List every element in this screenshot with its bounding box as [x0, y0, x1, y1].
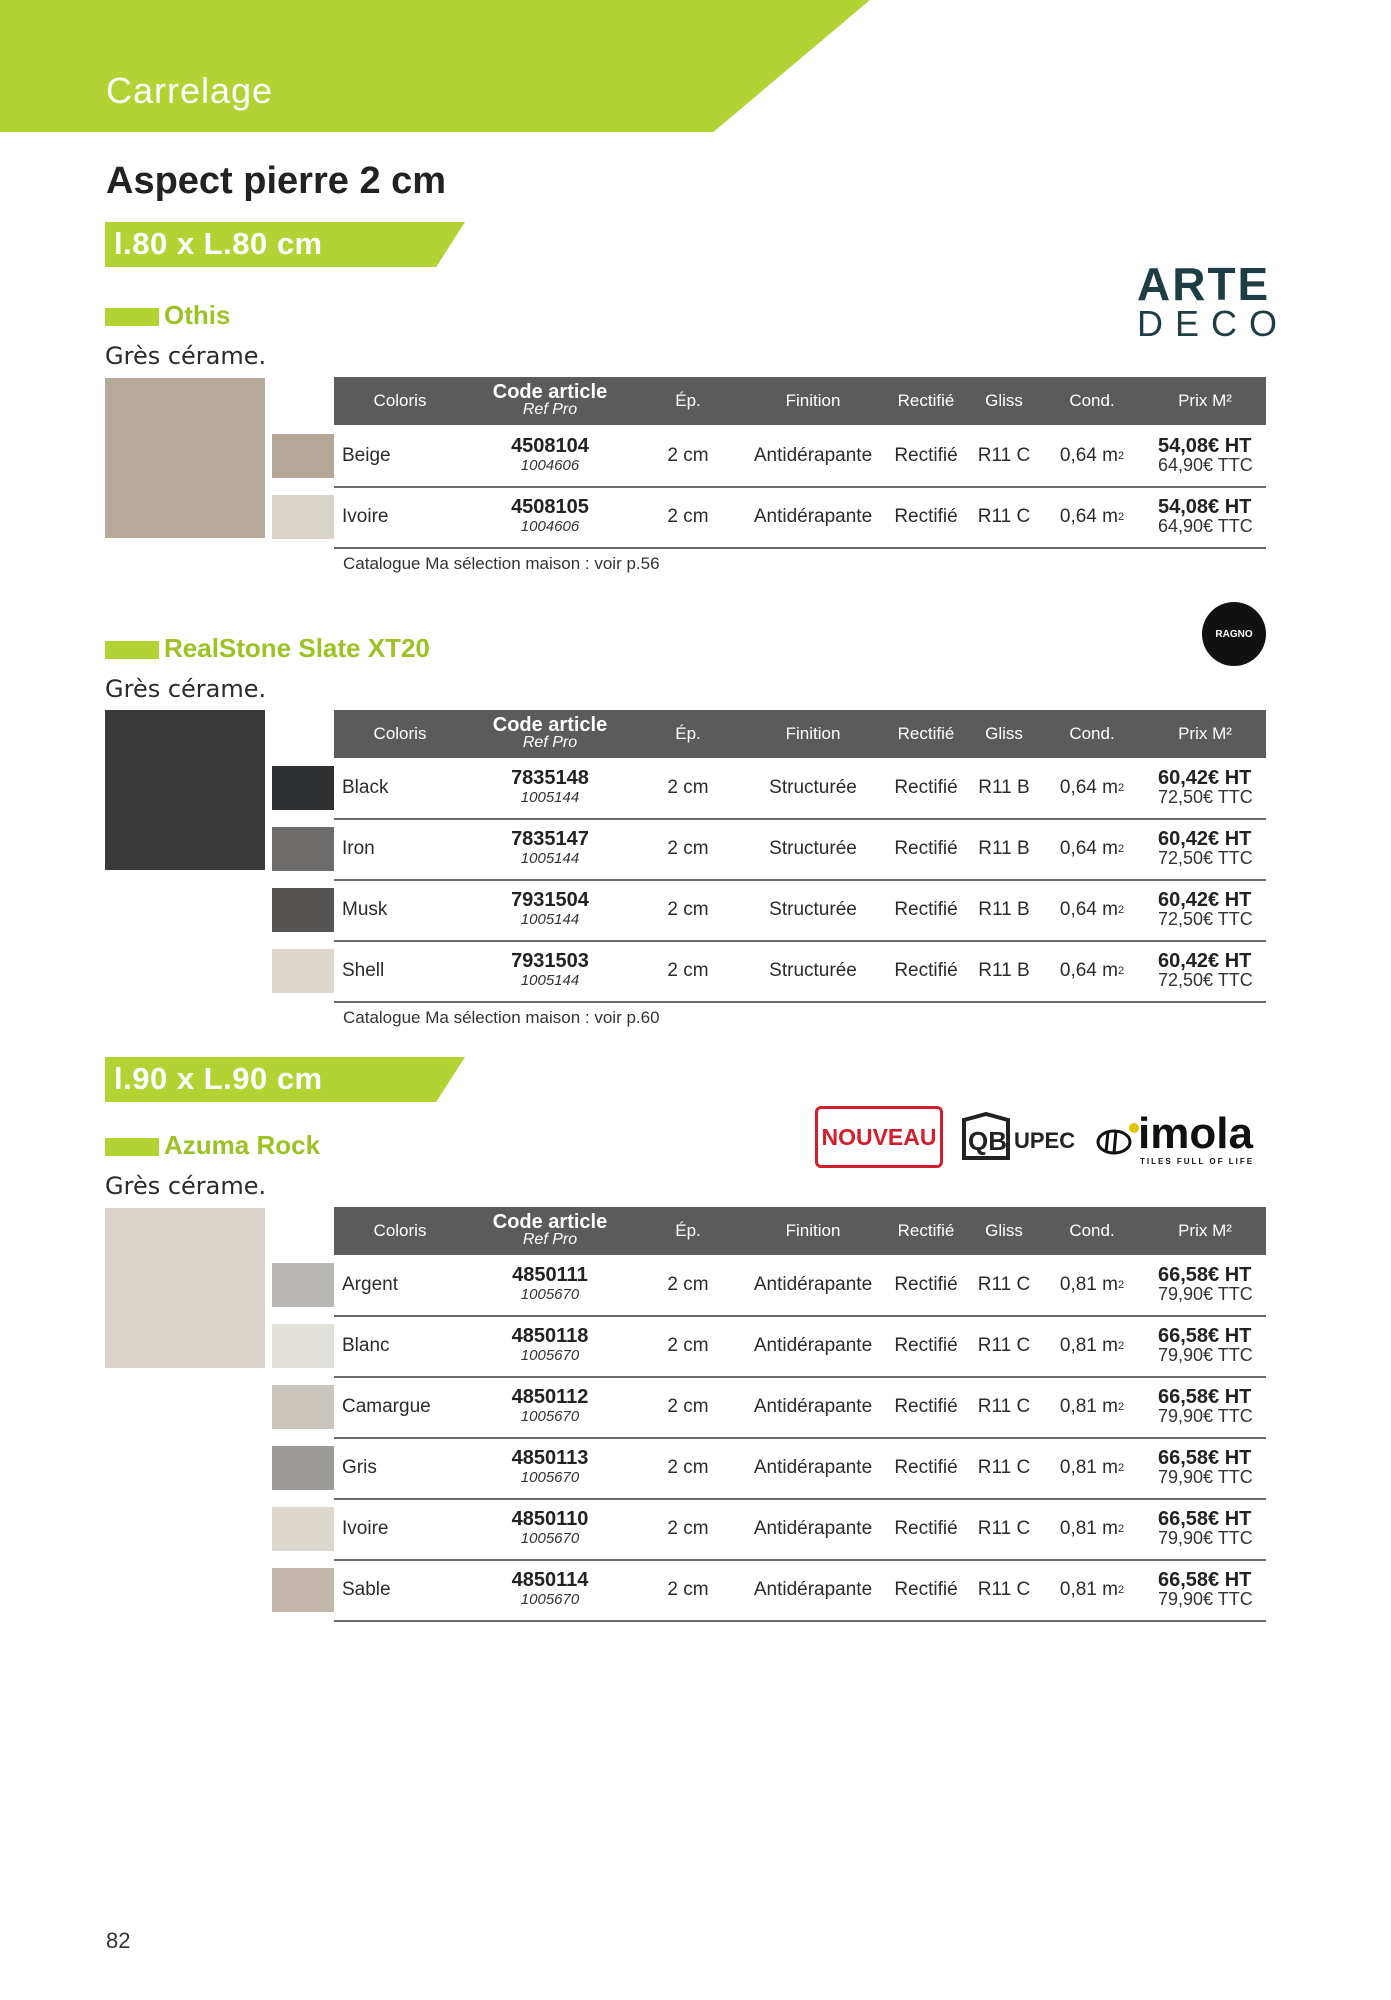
- price-cell: [1158, 880, 1266, 940]
- price-ttc: 79,90€ TTC: [1158, 1406, 1253, 1426]
- price-ttc: 64,90€ TTC: [1158, 455, 1253, 475]
- column-header-prix: Prix M²: [1178, 1221, 1232, 1240]
- code-article: 4850110: [511, 1508, 589, 1530]
- column-header-gliss: Gliss: [985, 391, 1023, 410]
- coloris-cell: Argent: [342, 1274, 398, 1295]
- imola-logo: [1090, 1108, 1275, 1168]
- code-article-cell: [466, 1255, 634, 1315]
- table-row: [334, 1499, 1266, 1561]
- ref-pro: 1005670: [520, 1408, 580, 1425]
- rectifie-cell: Rectifié: [894, 1579, 958, 1600]
- column-header-code-main: Code article: [492, 1211, 608, 1233]
- gliss-cell: R11 C: [977, 1518, 1031, 1539]
- rectifie-cell: Rectifié: [894, 1457, 958, 1478]
- ref-pro: 1004606: [520, 457, 580, 474]
- column-header-finition: Finition: [785, 724, 841, 743]
- cond-cell: [1040, 487, 1144, 547]
- cond-cell: [1040, 941, 1144, 1001]
- ref-pro: 1004606: [520, 518, 580, 535]
- gliss-cell: R11 B: [978, 838, 1030, 859]
- column-header-code: [466, 710, 634, 758]
- product-tile-image: [105, 378, 265, 538]
- table-row: [334, 941, 1266, 1003]
- qb-shield-icon: [958, 1112, 1076, 1164]
- cond-value: 0,64 m: [1059, 777, 1118, 798]
- product-marker: [105, 1138, 159, 1156]
- product-marker: [105, 308, 159, 326]
- price-ttc: 79,90€ TTC: [1158, 1284, 1253, 1304]
- finition-cell: Antidérapante: [753, 506, 873, 527]
- square-superscript: 2: [1117, 965, 1125, 977]
- ref-pro: 1005670: [520, 1347, 580, 1364]
- square-superscript: 2: [1117, 1584, 1125, 1596]
- column-header-cond: Cond.: [1069, 391, 1115, 410]
- ep-cell: 2 cm: [667, 1335, 709, 1356]
- arte-logo-line2: DECO: [1137, 303, 1290, 344]
- ref-pro: 1005144: [520, 789, 580, 806]
- price-ht: 66,58€ HT: [1158, 1264, 1252, 1286]
- price-ht: 60,42€ HT: [1158, 767, 1252, 789]
- finition-cell: Structurée: [769, 777, 857, 798]
- column-header-ep: Ép.: [675, 724, 701, 743]
- size-label-80: l.80 x L.80 cm: [114, 226, 323, 261]
- code-article: 7835148: [511, 767, 589, 789]
- price-cell: [1158, 1560, 1266, 1620]
- rectifie-cell: Rectifié: [894, 838, 958, 859]
- rectifie-cell: Rectifié: [894, 899, 958, 920]
- finition-cell: Antidérapante: [753, 1579, 873, 1600]
- finition-cell: Structurée: [769, 899, 857, 920]
- price-ttc: 79,90€ TTC: [1158, 1528, 1253, 1548]
- gliss-cell: R11 C: [977, 1579, 1031, 1600]
- cond-cell: [1040, 819, 1144, 879]
- price-cell: [1158, 1255, 1266, 1315]
- code-article-cell: [466, 1316, 634, 1376]
- square-superscript: 2: [1117, 1462, 1125, 1474]
- coloris-cell: Beige: [342, 445, 391, 466]
- price-cell: [1158, 1316, 1266, 1376]
- color-swatch: [272, 827, 334, 871]
- code-article-cell: [466, 1377, 634, 1437]
- cond-cell: [1040, 1255, 1144, 1315]
- finition-cell: Antidérapante: [753, 1274, 873, 1295]
- code-article-cell: [466, 426, 634, 486]
- rectifie-cell: Rectifié: [894, 445, 958, 466]
- column-header-rectifie: Rectifié: [897, 391, 955, 410]
- product-name: RealStone Slate XT20: [164, 633, 430, 663]
- square-superscript: 2: [1117, 1279, 1125, 1291]
- coloris-cell: Blanc: [342, 1335, 390, 1356]
- cond-cell: [1040, 1377, 1144, 1437]
- code-article-cell: [466, 758, 634, 818]
- column-header-code-main: Code article: [492, 714, 608, 736]
- gliss-cell: R11 B: [978, 899, 1030, 920]
- gliss-cell: R11 C: [977, 1457, 1031, 1478]
- gliss-cell: R11 C: [977, 1335, 1031, 1356]
- cond-cell: [1040, 1438, 1144, 1498]
- bee-icon: [1090, 1108, 1275, 1168]
- product-description: Grès cérame.: [105, 342, 267, 370]
- table-row: [334, 1560, 1266, 1622]
- price-ht: 66,58€ HT: [1158, 1569, 1252, 1591]
- coloris-cell: Musk: [342, 899, 388, 920]
- cond-value: 0,81 m: [1059, 1457, 1118, 1478]
- column-header-cond: Cond.: [1069, 1221, 1115, 1240]
- gliss-cell: R11 B: [978, 777, 1030, 798]
- page-title: Aspect pierre 2 cm: [106, 160, 447, 202]
- table-row: [334, 1438, 1266, 1500]
- table-row: [334, 426, 1266, 488]
- code-article-cell: [466, 880, 634, 940]
- gliss-cell: R11 C: [977, 1274, 1031, 1295]
- coloris-cell: Black: [342, 777, 389, 798]
- square-superscript: 2: [1117, 782, 1125, 794]
- cond-cell: [1040, 426, 1144, 486]
- column-header-gliss: Gliss: [985, 724, 1023, 743]
- code-article: 4850114: [511, 1569, 589, 1591]
- code-article: 4850111: [512, 1264, 588, 1286]
- ref-pro: 1005670: [520, 1591, 580, 1608]
- cond-value: 0,64 m: [1059, 838, 1118, 859]
- column-header-coloris: Coloris: [373, 391, 427, 410]
- ep-cell: 2 cm: [667, 1396, 709, 1417]
- price-cell: [1158, 1438, 1266, 1498]
- rectifie-cell: Rectifié: [894, 777, 958, 798]
- product-description: Grès cérame.: [105, 1172, 267, 1200]
- rectifie-cell: Rectifié: [894, 960, 958, 981]
- cond-cell: [1040, 1316, 1144, 1376]
- header-band: [0, 0, 870, 132]
- code-article-cell: [466, 941, 634, 1001]
- finition-cell: Antidérapante: [753, 1518, 873, 1539]
- price-ht: 60,42€ HT: [1158, 889, 1252, 911]
- rectifie-cell: Rectifié: [894, 1396, 958, 1417]
- ep-cell: 2 cm: [667, 899, 709, 920]
- code-article-cell: [466, 1499, 634, 1559]
- ref-pro: 1005670: [520, 1469, 580, 1486]
- column-header-code-sub: Ref Pro: [522, 401, 578, 418]
- price-ttc: 79,90€ TTC: [1158, 1345, 1253, 1365]
- coloris-cell: Camargue: [342, 1396, 431, 1417]
- cond-value: 0,81 m: [1059, 1396, 1118, 1417]
- column-header-code: [466, 377, 634, 425]
- table-header: [334, 377, 1266, 425]
- code-article: 7931504: [511, 889, 589, 911]
- price-ht: 66,58€ HT: [1158, 1386, 1252, 1408]
- price-cell: [1158, 1377, 1266, 1437]
- color-swatch: [272, 495, 334, 539]
- header-title: Carrelage: [106, 70, 274, 111]
- cond-value: 0,81 m: [1059, 1335, 1118, 1356]
- ep-cell: 2 cm: [667, 777, 709, 798]
- finition-cell: Antidérapante: [753, 445, 873, 466]
- qb-upec-logo: [958, 1112, 1076, 1164]
- product-tile-image: [105, 710, 265, 870]
- ref-pro: 1005144: [520, 911, 580, 928]
- color-swatch: [272, 434, 334, 478]
- upec-text: UPEC: [1014, 1128, 1076, 1153]
- ref-pro: 1005144: [520, 972, 580, 989]
- color-swatch: [272, 1324, 334, 1368]
- gliss-cell: R11 B: [978, 960, 1030, 981]
- table-row: [334, 880, 1266, 942]
- cond-value: 0,64 m: [1059, 506, 1118, 527]
- color-swatch: [272, 949, 334, 993]
- price-ttc: 72,50€ TTC: [1158, 787, 1253, 807]
- ep-cell: 2 cm: [667, 838, 709, 859]
- ep-cell: 2 cm: [667, 1579, 709, 1600]
- column-header-prix: Prix M²: [1178, 724, 1232, 743]
- ep-cell: 2 cm: [667, 1518, 709, 1539]
- price-ht: 66,58€ HT: [1158, 1325, 1252, 1347]
- price-cell: [1158, 941, 1266, 1001]
- square-superscript: 2: [1117, 843, 1125, 855]
- price-ht: 66,58€ HT: [1158, 1447, 1252, 1469]
- ref-pro: 1005670: [520, 1530, 580, 1547]
- coloris-cell: Ivoire: [342, 1518, 389, 1539]
- color-swatch: [272, 1263, 334, 1307]
- code-article-cell: [466, 1438, 634, 1498]
- column-header-code-sub: Ref Pro: [522, 734, 578, 751]
- ep-cell: 2 cm: [667, 445, 709, 466]
- column-header-finition: Finition: [785, 1221, 841, 1240]
- column-header-prix: Prix M²: [1178, 391, 1232, 410]
- cond-cell: [1040, 1499, 1144, 1559]
- price-cell: [1158, 819, 1266, 879]
- price-ht: 60,42€ HT: [1158, 950, 1252, 972]
- square-superscript: 2: [1117, 1401, 1125, 1413]
- color-swatch: [272, 1385, 334, 1429]
- color-swatch: [272, 1507, 334, 1551]
- table-row: [334, 758, 1266, 820]
- column-header-coloris: Coloris: [373, 724, 427, 743]
- code-article-cell: [466, 487, 634, 547]
- price-ttc: 72,50€ TTC: [1158, 848, 1253, 868]
- arte-deco-logo: [1137, 258, 1290, 344]
- code-article: 4850112: [511, 1386, 589, 1408]
- imola-tagline: TILES FULL OF LIFE: [1140, 1157, 1255, 1166]
- cond-cell: [1040, 1560, 1144, 1620]
- finition-cell: Antidérapante: [753, 1396, 873, 1417]
- finition-cell: Antidérapante: [753, 1457, 873, 1478]
- column-header-ep: Ép.: [675, 1221, 701, 1240]
- product-name: Othis: [164, 300, 231, 330]
- price-cell: [1158, 487, 1266, 547]
- ep-cell: 2 cm: [667, 960, 709, 981]
- price-ht: 54,08€ HT: [1158, 435, 1252, 457]
- column-header-finition: Finition: [785, 391, 841, 410]
- code-article-cell: [466, 1560, 634, 1620]
- catalogue-note: Catalogue Ma sélection maison : voir p.60: [343, 1008, 660, 1027]
- rectifie-cell: Rectifié: [894, 1274, 958, 1295]
- column-header-rectifie: Rectifié: [897, 724, 955, 743]
- price-ttc: 79,90€ TTC: [1158, 1589, 1253, 1609]
- product-tile-image: [105, 1208, 265, 1368]
- price-ttc: 72,50€ TTC: [1158, 909, 1253, 929]
- qb-text: QB: [968, 1126, 1007, 1156]
- column-header-code-main: Code article: [492, 381, 608, 403]
- code-article: 7835147: [511, 828, 589, 850]
- ep-cell: 2 cm: [667, 506, 709, 527]
- price-cell: [1158, 758, 1266, 818]
- rectifie-cell: Rectifié: [894, 1518, 958, 1539]
- color-swatch: [272, 1446, 334, 1490]
- ref-pro: 1005670: [520, 1286, 580, 1303]
- color-swatch: [272, 1568, 334, 1612]
- code-article: 4850113: [511, 1447, 589, 1469]
- coloris-cell: Ivoire: [342, 506, 389, 527]
- column-header-code: [466, 1207, 634, 1255]
- ragno-logo: RAGNO: [1202, 602, 1266, 666]
- code-article-cell: [466, 819, 634, 879]
- color-swatch: [272, 888, 334, 932]
- square-superscript: 2: [1117, 450, 1125, 462]
- coloris-cell: Gris: [342, 1457, 377, 1478]
- square-superscript: 2: [1117, 1523, 1125, 1535]
- column-header-gliss: Gliss: [985, 1221, 1023, 1240]
- price-ttc: 64,90€ TTC: [1158, 516, 1253, 536]
- gliss-cell: R11 C: [977, 506, 1031, 527]
- gliss-cell: R11 C: [977, 445, 1031, 466]
- cond-value: 0,81 m: [1059, 1518, 1118, 1539]
- rectifie-cell: Rectifié: [894, 506, 958, 527]
- table-row: [334, 487, 1266, 549]
- column-header-ep: Ép.: [675, 391, 701, 410]
- rectifie-cell: Rectifié: [894, 1335, 958, 1356]
- price-ttc: 79,90€ TTC: [1158, 1467, 1253, 1487]
- square-superscript: 2: [1117, 511, 1125, 523]
- product-name: Azuma Rock: [164, 1130, 321, 1160]
- cond-cell: [1040, 880, 1144, 940]
- cond-value: 0,81 m: [1059, 1579, 1118, 1600]
- cond-value: 0,64 m: [1059, 960, 1118, 981]
- color-swatch: [272, 766, 334, 810]
- arte-logo-line1: ARTE: [1137, 258, 1271, 310]
- page-number: 82: [106, 1928, 131, 1953]
- size-label-90: l.90 x L.90 cm: [114, 1061, 323, 1096]
- gliss-cell: R11 C: [977, 1396, 1031, 1417]
- cond-cell: [1040, 758, 1144, 818]
- table-row: [334, 1377, 1266, 1439]
- catalogue-note: Catalogue Ma sélection maison : voir p.56: [343, 554, 660, 573]
- code-article: 4850118: [511, 1325, 589, 1347]
- coloris-cell: Shell: [342, 960, 385, 981]
- code-article: 7931503: [511, 950, 589, 972]
- finition-cell: Structurée: [769, 838, 857, 859]
- cond-value: 0,64 m: [1059, 445, 1118, 466]
- product-marker: [105, 641, 159, 659]
- finition-cell: Structurée: [769, 960, 857, 981]
- price-cell: [1158, 1499, 1266, 1559]
- product-description: Grès cérame.: [105, 675, 267, 703]
- cond-value: 0,64 m: [1059, 899, 1118, 920]
- table-header: [334, 710, 1266, 758]
- ep-cell: 2 cm: [667, 1274, 709, 1295]
- price-ht: 66,58€ HT: [1158, 1508, 1252, 1530]
- imola-text: imola: [1138, 1109, 1253, 1158]
- table-row: [334, 819, 1266, 881]
- price-cell: [1158, 426, 1266, 486]
- square-superscript: 2: [1117, 1340, 1125, 1352]
- price-ttc: 72,50€ TTC: [1158, 970, 1253, 990]
- ep-cell: 2 cm: [667, 1457, 709, 1478]
- finition-cell: Antidérapante: [753, 1335, 873, 1356]
- table-row: [334, 1255, 1266, 1317]
- code-article: 4508105: [511, 496, 589, 518]
- square-superscript: 2: [1117, 904, 1125, 916]
- column-header-rectifie: Rectifié: [897, 1221, 955, 1240]
- table-row: [334, 1316, 1266, 1378]
- price-ht: 60,42€ HT: [1158, 828, 1252, 850]
- column-header-cond: Cond.: [1069, 724, 1115, 743]
- column-header-code-sub: Ref Pro: [522, 1231, 578, 1248]
- code-article: 4508104: [511, 435, 589, 457]
- column-header-coloris: Coloris: [373, 1221, 427, 1240]
- ref-pro: 1005144: [520, 850, 580, 867]
- table-header: [334, 1207, 1266, 1255]
- coloris-cell: Sable: [342, 1579, 391, 1600]
- price-ht: 54,08€ HT: [1158, 496, 1252, 518]
- cond-value: 0,81 m: [1059, 1274, 1118, 1295]
- coloris-cell: Iron: [342, 838, 375, 859]
- nouveau-badge: NOUVEAU: [815, 1106, 943, 1168]
